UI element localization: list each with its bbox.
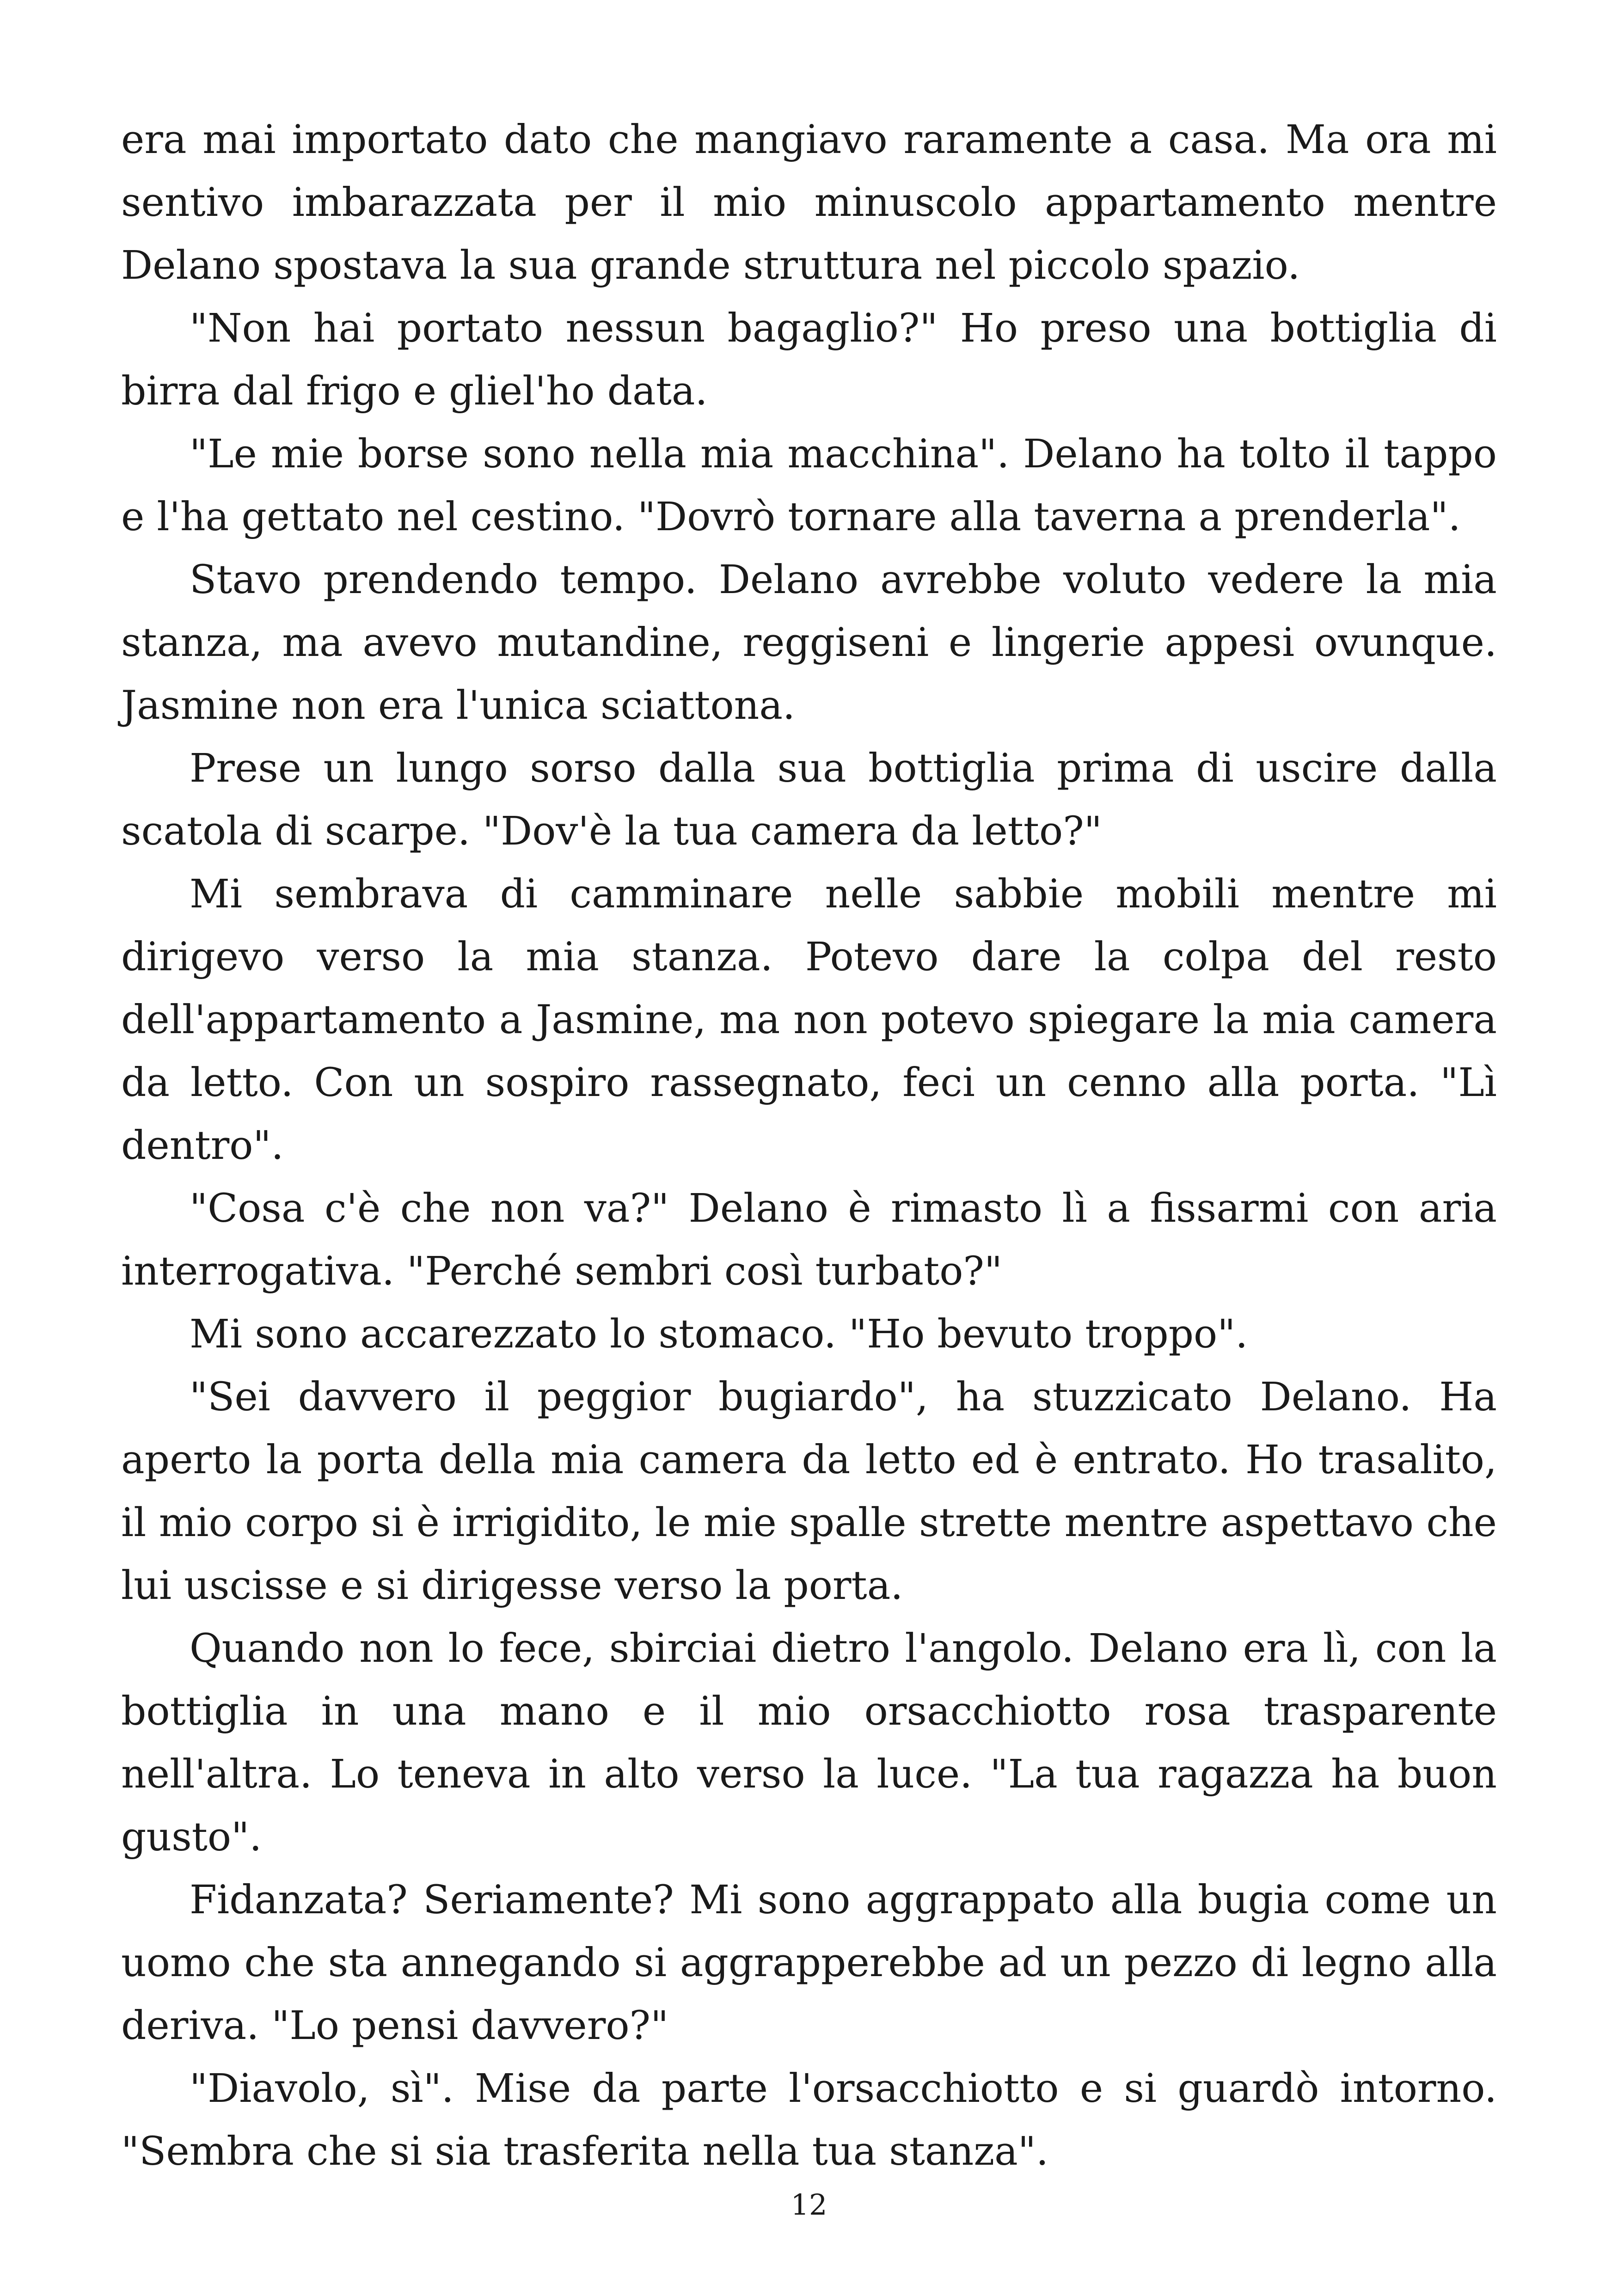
paragraph: era mai importato dato che mangiavo raramente a casa. Ma ora mi sentivo imbarazzata per il mio minuscolo appartamento mentre Delano spostava la sua grande struttura nel piccolo spazio. [121,117,1497,288]
paragraph: "Sei davvero il peggior bugiardo", ha stuzzicato Delano. Ha aperto la porta della mia camera da letto ed è entrato. Ho trasalito, il mio corpo si è irrigidito, le mie spalle strette mentre aspettavo che lui uscisse e si dirigesse verso la porta. [121,1374,1497,1609]
paragraph: Quando non lo fece, sbirciai dietro l'angolo. Delano era lì, con la bottiglia in una mano e il mio orsacchiotto rosa trasparente nell'altra. Lo teneva in alto verso la luce. "La tua ragazza ha buon gusto". [121,1626,1497,1860]
paragraph: Mi sembrava di camminare nelle sabbie mobili mentre mi dirigevo verso la mia stanza. Potevo dare la colpa del resto dell'appartamento a Jasmine, ma non potevo spiegare la mia camera da letto. Con un sospiro rassegnato, feci un cenno alla porta. "Lì dentro". [121,871,1497,1169]
paragraph: Prese un lungo sorso dalla sua bottiglia prima di uscire dalla scatola di scarpe. "Dov'è la tua camera da letto?" [121,746,1497,854]
paragraph: Fidanzata? Seriamente? Mi sono aggrappato alla bugia come un uomo che sta annegando si aggrapperebbe ad un pezzo di legno alla deriva. "Lo pensi davvero?" [121,1877,1497,2049]
paragraph: "Non hai portato nessun bagaglio?" Ho preso una bottiglia di birra dal frigo e gliel'ho data. [121,306,1497,414]
paragraph: "Le mie borse sono nella mia macchina". Delano ha tolto il tappo e l'ha gettato nel cestino. "Dovrò tornare alla taverna a prenderla". [121,431,1497,540]
paragraph: "Diavolo, sì". Mise da parte l'orsacchiotto e si guardò intorno. "Sembra che si sia trasferita nella tua stanza". [121,2066,1497,2174]
page-number: 12 [791,2188,827,2222]
body-text [121,109,1497,2183]
paragraph: Mi sono accarezzato lo stomaco. "Ho bevuto troppo". [190,1311,1248,1357]
paragraph: "Cosa c'è che non va?" Delano è rimasto lì a fissarmi con aria interrogativa. "Perché sembri così turbato?" [121,1186,1497,1294]
paragraph: Stavo prendendo tempo. Delano avrebbe voluto vedere la mia stanza, ma avevo mutandine, reggiseni e lingerie appesi ovunque. Jasmine non era l'unica sciattona. [121,557,1497,729]
